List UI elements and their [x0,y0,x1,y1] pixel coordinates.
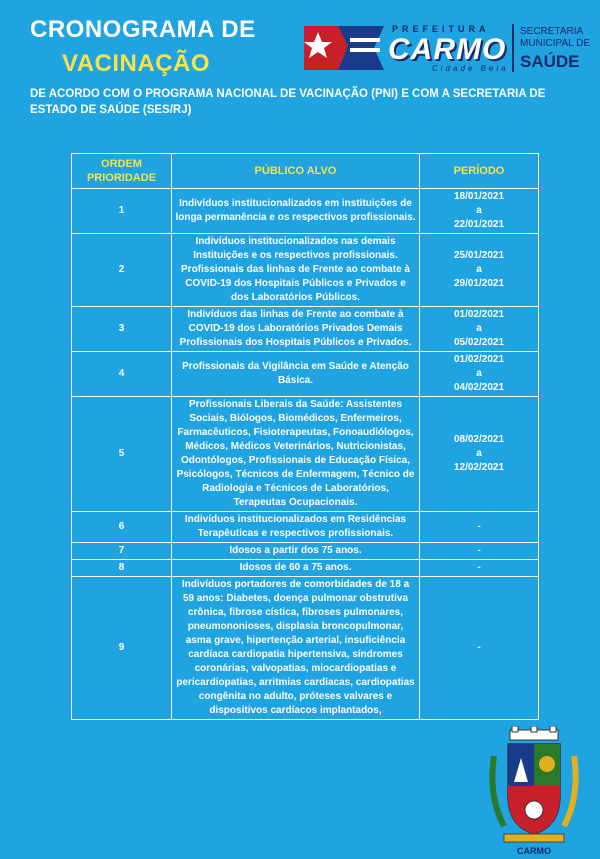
title-line-2: VACINAÇÃO [62,50,211,77]
periodo-start: 18/01/2021 [453,191,505,202]
table-header-row [72,154,539,189]
periodo-cell [420,189,539,234]
table-row [72,577,539,720]
logo-divider [512,24,514,72]
periodo-sep: a [476,323,482,334]
periodo-end: 05/02/2021 [453,337,505,348]
periodo-cell [420,560,539,577]
table-row [72,543,539,560]
publico-cell: Profissionais da Vigilância em Saúde e Atenção Básica. [172,352,420,397]
ordem-cell: 1 [72,189,172,234]
ordem-cell: 3 [72,307,172,352]
periodo-sep: a [476,264,482,275]
periodo-cell [420,543,539,560]
prefeitura-text: PREFEITURA [392,24,490,34]
publico-cell: Indivíduos institucionalizados em instituições de longa permanência e os respectivos profissionais. [172,189,420,234]
ordem-cell: 9 [72,577,172,720]
periodo-start: - [477,521,481,532]
periodo-cell [420,234,539,307]
saude-text: SAÚDE [520,52,580,71]
coat-of-arms-icon [484,726,584,846]
ordem-cell: 8 [72,560,172,577]
subtitle: DE ACORDO COM O PROGRAMA NACIONAL DE VACINAÇÃO (PNI) E COM A SECRETARIA DE ESTADO DE SAÚDE (SES/RJ) [30,88,546,116]
periodo-start: - [477,562,481,573]
crest-name: CARMO [517,846,551,856]
periodo-cell [420,577,539,720]
periodo-cell [420,307,539,352]
header-ordem: ORDEM PRIORIDADE [72,154,172,189]
secretaria-line: SECRETARIA [520,26,584,37]
table-row [72,560,539,577]
table-row [72,512,539,543]
publico-cell: Indivíduos institucionalizados nas demais Instituições e os respectivos profissionais. Profissionais das linhas de Frente ao combate à COVID-19 dos Hospitais Públicos e Privados e dos Laboratórios Públicos. [172,234,420,307]
periodo-start: 08/02/2021 [453,434,505,445]
publico-cell: Profissionais Liberais da Saúde: Assistentes Sociais, Biólogos, Biomédicos, Enfermeiros, Farmacêuticos, Fisioterapeutas, Fonoaudiólogos, Médicos, Médicos Veterinários, Nutricionistas, Odontólogos, Profissionais de Educação Física, Psicólogos, Técnicos de Enfermagem, Técnico de Radiologia e Técnicos de Laboratórios, Terapeutas Ocupacionais. [172,397,420,512]
periodo-start: 25/01/2021 [453,250,505,261]
publico-cell: Idosos a partir dos 75 anos. [172,543,420,560]
header-periodo: PERÍODO [420,154,539,189]
prefeitura-carmo-logo [304,20,590,76]
table-row [72,189,539,234]
periodo-start: - [477,642,481,653]
periodo-start: 01/02/2021 [453,309,505,320]
carmo-coat-of-arms [484,726,584,859]
cidade-bela-text: Cidade Bela [432,64,509,73]
periodo-end: 29/01/2021 [453,278,505,289]
periodo-start: - [477,545,481,556]
periodo-sep: a [476,205,482,216]
header-publico: PÚBLICO ALVO [172,154,420,189]
ordem-cell: 2 [72,234,172,307]
periodo-end: 22/01/2021 [453,219,505,230]
periodo-cell [420,512,539,543]
publico-cell: Indivíduos das linhas de Frente ao combate à COVID-19 dos Laboratórios Privados Demais Profissionais dos Hospitais Públicos e Privados. [172,307,420,352]
publico-cell: Idosos de 60 a 75 anos. [172,560,420,577]
table-row [72,307,539,352]
ordem-cell: 5 [72,397,172,512]
ordem-cell: 7 [72,543,172,560]
periodo-start: 01/02/2021 [453,354,505,365]
publico-cell: Indivíduos portadores de comorbidades de 18 a 59 anos: Diabetes, doença pulmonar obstrutiva crônica, fibrose cística, fibroses pulmonares, pneumononioses, displasia broncopulmonar, asma grave, hipertenção arterial, insuficiência cardíaca cardiopatia hipertensiva, síndromes coronárias, valvopatias, miocardiopatias e pericardiopatias, arritmias cardíacas, cardiopatias congênita no adulto, próteses valvares e dispositivos cardíacos implantados, [172,577,420,720]
periodo-cell [420,397,539,512]
carmo-flag-icon [304,22,384,74]
publico-cell: Indivíduos institucionalizados em Residências Terapêuticas e respectivos profissionais. [172,512,420,543]
periodo-sep: a [476,448,482,459]
periodo-end: 12/02/2021 [453,462,505,473]
table-row [72,234,539,307]
ordem-cell: 4 [72,352,172,397]
periodo-end: 04/02/2021 [453,382,505,393]
vaccination-schedule-table [71,153,539,720]
carmo-text: CARMO [388,33,507,66]
secretaria-text [520,26,590,50]
table-row [72,397,539,512]
municipal-line: MUNICIPAL DE [520,38,591,49]
ordem-cell: 6 [72,512,172,543]
table-row [72,352,539,397]
periodo-sep: a [476,368,482,379]
title-line-1: CRONOGRAMA DE [30,16,256,43]
periodo-cell [420,352,539,397]
